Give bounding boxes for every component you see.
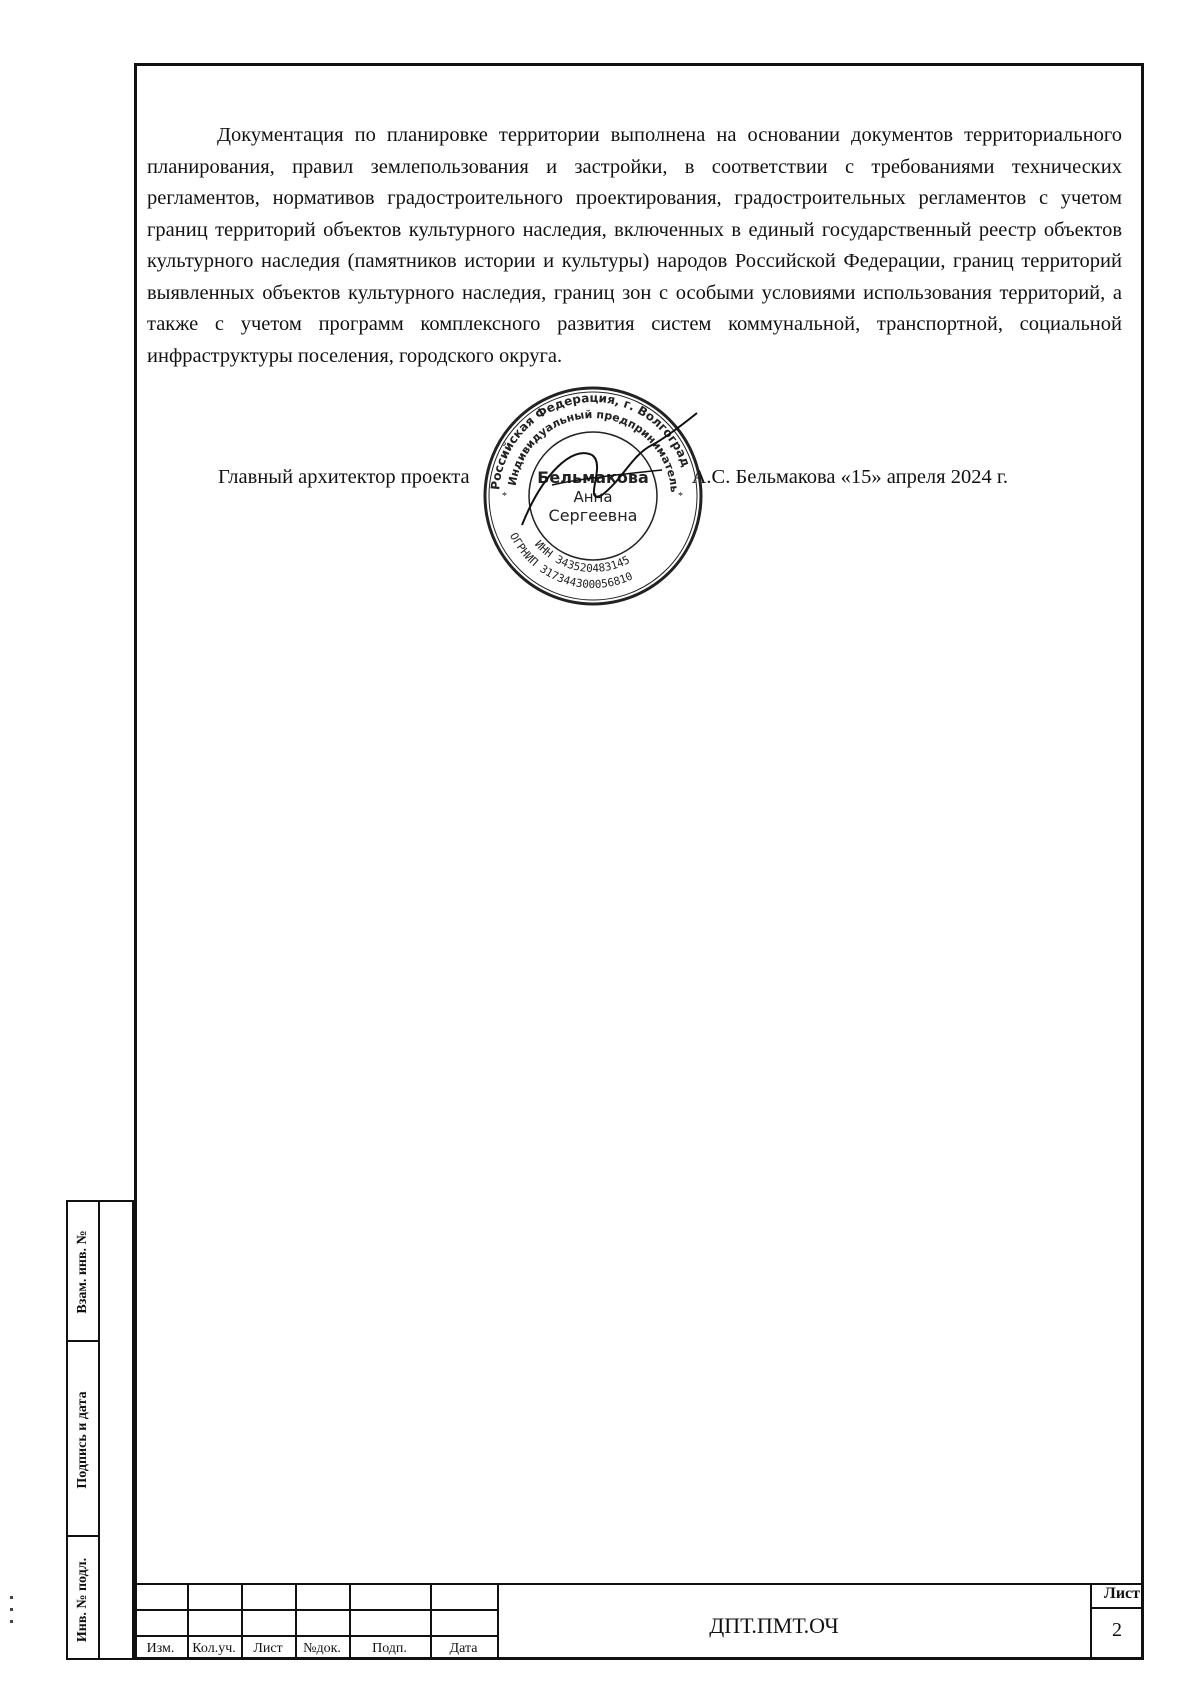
stamp-name-3: Сергеевна xyxy=(548,506,638,525)
tb-col-list: Лист xyxy=(253,1641,283,1656)
side-label-inventory: Инв. № подл. xyxy=(75,1557,90,1643)
side-label-replace: Взам. инв. № xyxy=(75,1230,90,1314)
round-stamp xyxy=(482,385,704,607)
document-code: ДПТ.ПМТ.ОЧ xyxy=(709,1613,839,1638)
stamp-inn: ИНН 343520483145 xyxy=(532,537,632,576)
tb-col-data: Дата xyxy=(449,1641,478,1656)
tb-col-ndok: №док. xyxy=(303,1641,341,1656)
stamp-ogrnip: ОГРНИП 317344300056810 xyxy=(507,530,635,592)
body-text xyxy=(147,120,1122,372)
side-strip xyxy=(66,1200,134,1660)
side-label-signature: Подпись и дата xyxy=(75,1391,90,1489)
tb-sheet-line xyxy=(1090,1607,1144,1609)
stamp-name-2: Анна xyxy=(573,488,613,506)
stamp-outer-text: Российская Федерация, г. Волгоград xyxy=(488,390,694,491)
tb-col-kolvo: Кол.уч. xyxy=(192,1641,236,1656)
margin-tick xyxy=(10,1596,13,1599)
side-strip-divider xyxy=(98,1202,100,1658)
stamp-star-right: * xyxy=(678,491,683,502)
tb-col-line xyxy=(1090,1583,1092,1660)
sheet-label: Лист xyxy=(1103,1585,1140,1602)
signature-role: Главный архитектор проекта xyxy=(218,466,470,488)
sheet-number: 2 xyxy=(1112,1619,1122,1641)
stamp-inner-text: Индивидуальный предприниматель xyxy=(505,407,681,493)
title-block xyxy=(134,1583,1144,1660)
stamp-name-1: Бельмакова xyxy=(537,468,649,487)
tb-top-line xyxy=(134,1583,1144,1585)
margin-tick xyxy=(10,1620,13,1623)
signature-name: А.С. Бельмакова xyxy=(691,466,836,488)
body-paragraph: Документация по планировке территории выполнена на основании документов территориального планирования, правил землепользования и застройки, в соответствии с требованиями технических регламентов, нормативов градостроительного проектирования, градостроительных регламентов с учетом границ территорий объектов культурного наследия, включенных в единый государственный реестр объектов культурного наследия (памятников истории и культуры) народов Российской Федерации, границ территорий выявленных объектов культурного наследия, границ зон с особыми условиями использования территорий, а также с учетом программ комплексного развития систем коммунальной, транспортной, социальной инфраструктуры поселения, городского округа. xyxy=(147,124,1122,367)
stamp-star-left: * xyxy=(502,491,507,502)
margin-tick xyxy=(10,1608,13,1611)
tb-col-podp: Подп. xyxy=(372,1641,407,1656)
tb-col-izm: Изм. xyxy=(146,1641,175,1656)
signature-date: «15» апреля 2024 г. xyxy=(840,466,1009,488)
